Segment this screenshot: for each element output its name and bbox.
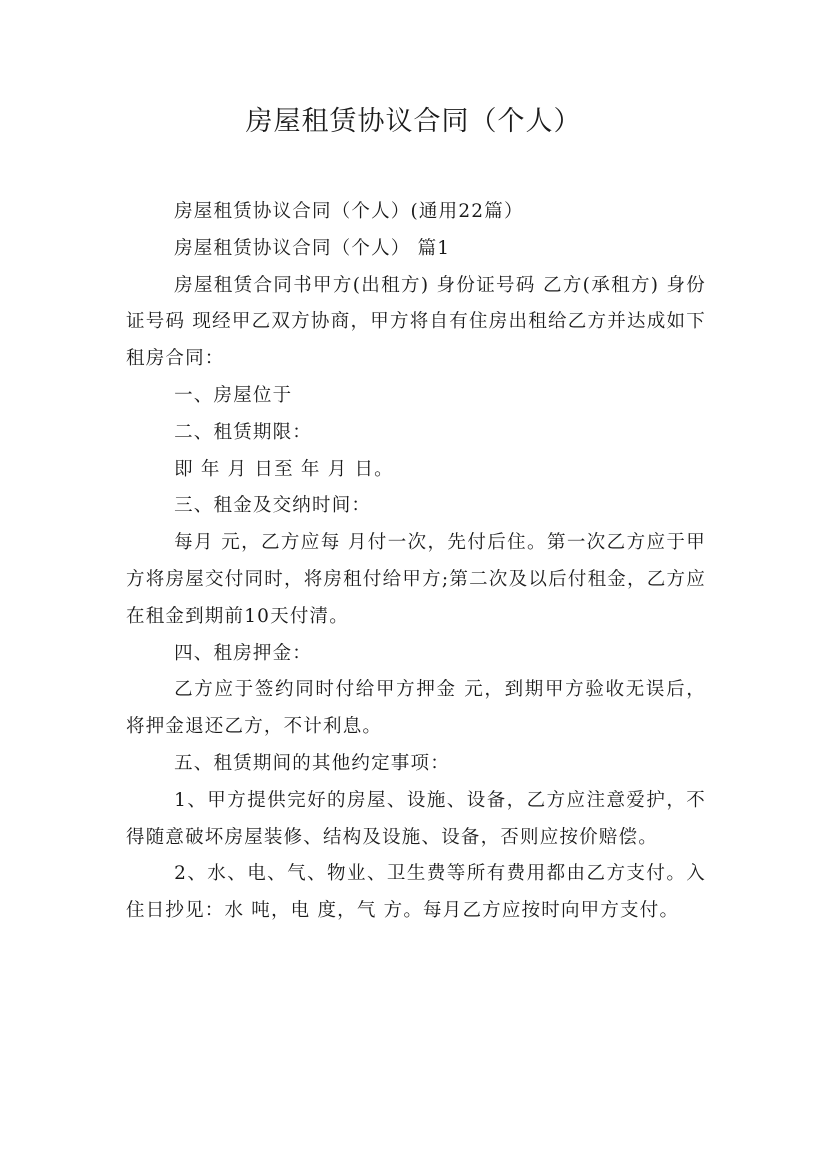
other-terms-item-2: 2、水、电、气、物业、卫生费等所有费用都由乙方支付。入住日抄见：水 吨，电 度，气 方。每月乙方应按时向甲方支付。 [126,863,706,922]
document-body [126,194,706,930]
document-title: 房屋租赁协议合同（个人） [245,106,582,137]
clause-heading-location: 一、房屋位于 [174,384,293,406]
other-terms-item-1: 1、甲方提供完好的房屋、设施、设备，乙方应注意爱护，不得随意破坏房屋装修、结构及设施、设备，否则应按价赔偿。 [126,789,706,848]
section-heading-part-1: 房屋租赁协议合同（个人） 篇1 [174,237,451,259]
deposit-terms-paragraph: 乙方应于签约同时付给甲方押金 元，到期甲方验收无误后，将押金退还乙方，不计利息。 [126,679,706,738]
clause-heading-rent: 三、租金及交纳时间： [174,495,372,517]
term-dates-line: 即 年 月 日至 年 月 日。 [174,458,394,480]
clause-heading-term: 二、租赁期限： [174,421,312,443]
doc-subtitle: 房屋租赁协议合同（个人）(通用22篇） [174,201,524,222]
clause-heading-deposit: 四、租房押金： [174,642,312,664]
contract-intro-paragraph: 房屋租赁合同书甲方(出租方) 身份证号码 乙方(承租方) 身份证号码 现经甲乙双方协商，甲方将自有住房出租给乙方并达成如下租房合同： [126,274,706,370]
clause-heading-other: 五、租赁期间的其他约定事项： [174,752,450,774]
rent-terms-paragraph: 每月 元，乙方应每 月付一次，先付后住。第一次乙方应于甲方将房屋交付同时，将房租付给甲方;第二次及以后付租金，乙方应在租金到期前10天付清。 [126,532,706,627]
